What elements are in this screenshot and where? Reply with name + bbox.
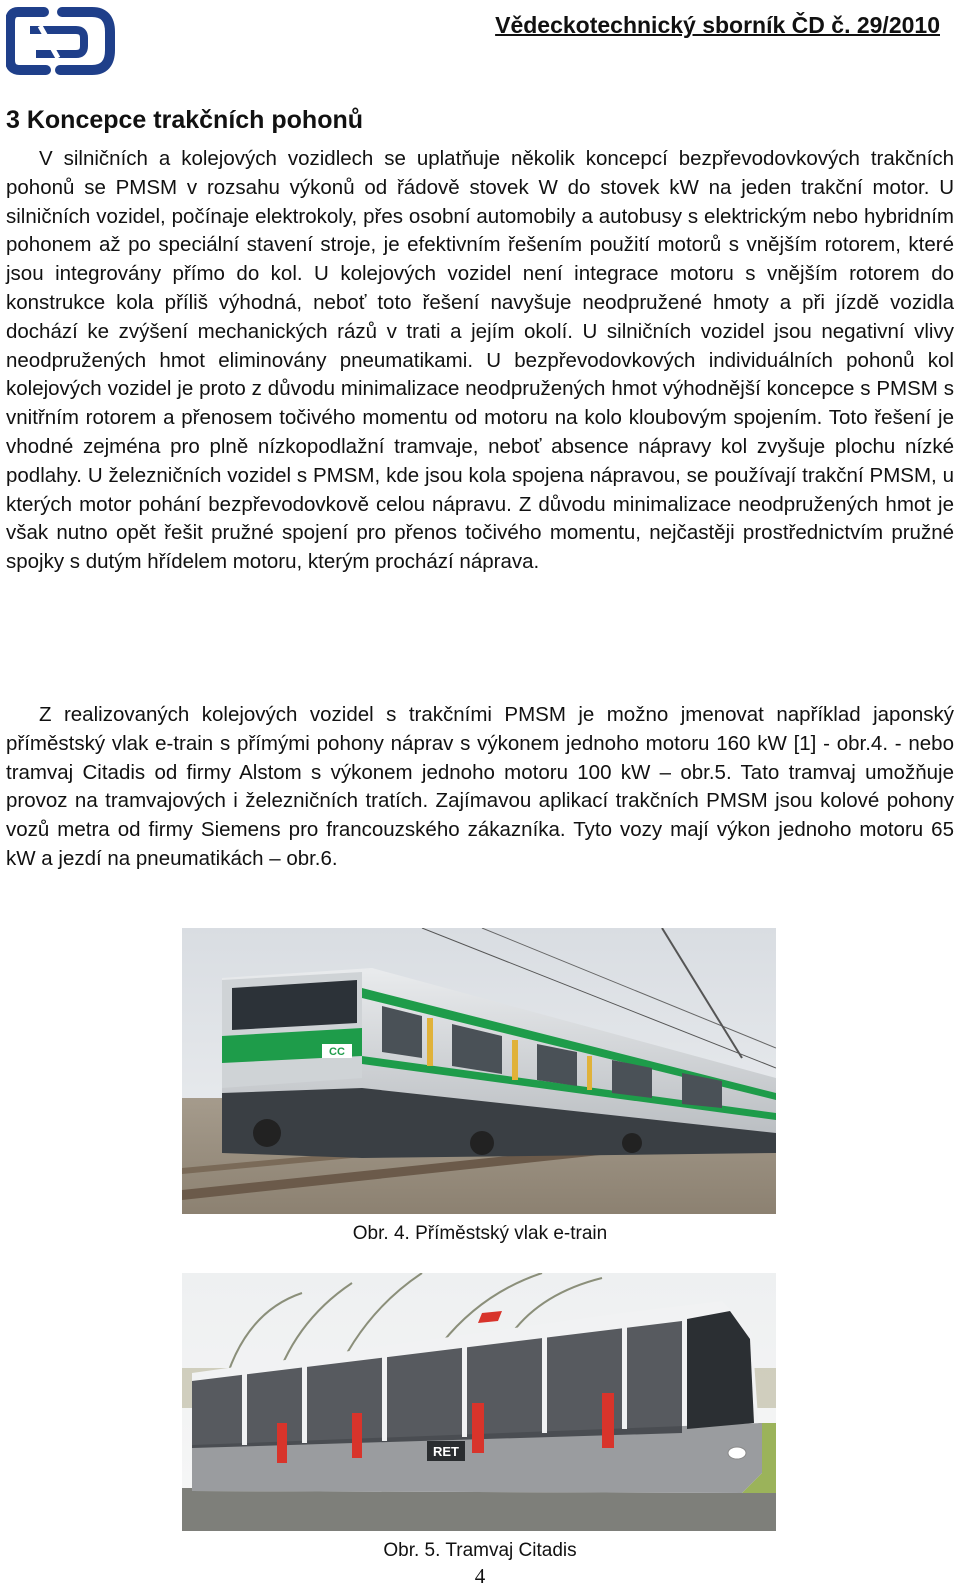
tram-badge: RET — [433, 1444, 459, 1459]
page-number: 4 — [474, 1564, 486, 1588]
train-badge: CC — [329, 1046, 345, 1058]
journal-title: Vědeckotechnický sborník ČD č. 29/2010 — [495, 12, 940, 38]
figure-tram-photo — [182, 1273, 776, 1531]
cd-logo-icon — [6, 6, 116, 76]
body-paragraph: V silničních a kolejových vozidlech se uplatňuje několik koncepcí bezpřevodovkových trakčních pohonů se PMSM v rozsahu výkonů od řádově stovek W do stovek kW na jeden trakční motor. U silničních vozidel, počínaje elektrokoly, přes osobní automobily a autobusy s elektrickým nebo hybridním pohonem až po speciální stavení stroje, je efektivním řešením použití motorů s vnějším rotorem, které jsou integrovány přímo do kol. U kolejových vozidel není integrace motoru s vnějším rotorem do konstrukce kola příliš výhodná, neboť toto řešení navyšuje neodpružené hmoty a při jízdě vozidla dochází ke zvýšení mechanických rázů v trati a jejím okolí. U silničních vozidel jsou negativní vlivy neodpružených hmot eliminovány pneumatikami. U bezpřevodovkových individuálních pohonů kol kolejových vozidel je proto z důvodu minimalizace neodpružených hmot výhodnější koncepce s PMSM s vnitřním rotorem a přenosem točivého momentu od motoru na kolo kloubovým spojením. Toto řešení je vhodné zejména pro plně nízkopodlažní tramvaje, neboť absence nápravy kol zvyšuje plochu nízké podlahy. U železničních vozidel s PMSM, kde jsou kola spojena nápravou, se používají trakční PMSM, u kterých motor pohání bezpřevodovkově celou nápravu. Z důvodu minimalizace neodpružených hmot je však nutno opět řešit pružné spojení pro přenos točivého momentu, nejčastěji prostřednictvím pružné spojky s dutým hřídelem motoru, kterým prochází náprava. — [6, 147, 954, 574]
tram-photo — [182, 1273, 776, 1531]
train-photo — [182, 928, 776, 1214]
body-paragraph: Z realizovaných kolejových vozidel s trakčními PMSM je možno jmenovat například japonský příměstský vlak e-train s přímými pohony náprav s výkonem jednoho motoru 160 kW [1] - obr.4. - nebo tramvaj Citadis od firmy Alstom s výkonem jednoho motoru 100 kW – obr.5. Tato tramvaj umožňuje provoz na tramvajových i železničních tratích. Zajímavou aplikací trakčních PMSM jsou kolové pohony vozů metra od firmy Siemens pro francouzského zákazníka. Tyto vozy mají výkon jednoho motoru 65 kW a jezdí na pneumatikách – obr.6. — [6, 703, 954, 870]
figure-caption: Obr. 4. Příměstský vlak e-train — [352, 1223, 608, 1244]
figure-train-photo — [182, 928, 776, 1214]
figure-caption: Obr. 5. Tramvaj Citadis — [383, 1540, 577, 1561]
section-heading: 3 Koncepce trakčních pohonů — [6, 106, 364, 134]
